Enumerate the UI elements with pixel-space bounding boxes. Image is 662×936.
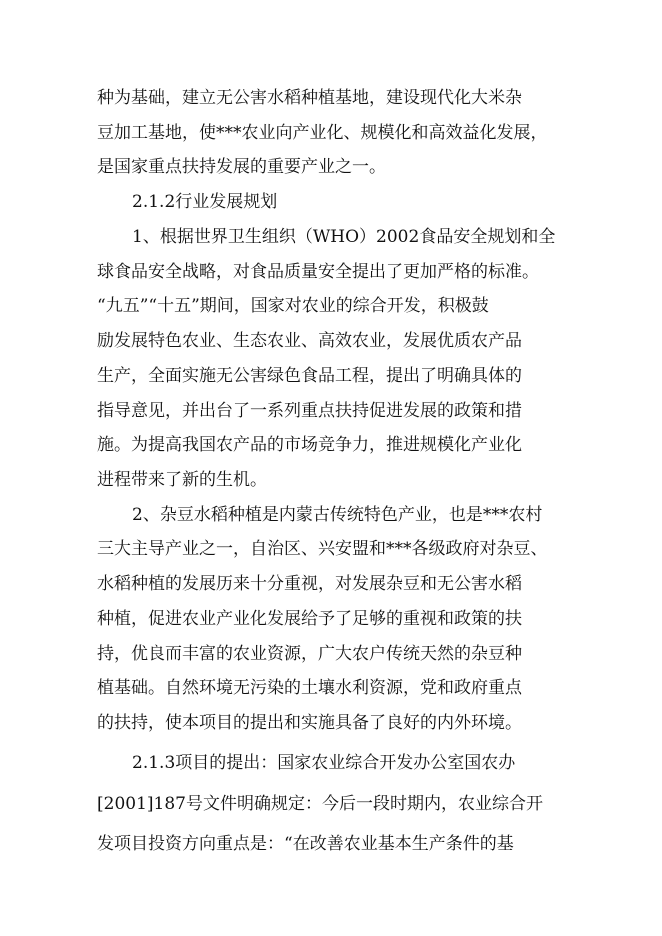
text-line: 水稻种植的发展历来十分重视，对发展杂豆和无公害水稻 [97, 574, 522, 594]
text-line: 种为基础，建立无公害水稻种植基地，建设现代化大米杂 [97, 88, 522, 108]
text-line: 三大主导产业之一，自治区、兴安盟和***各级政府对杂豆、 [97, 539, 548, 559]
text-line: 的扶持，使本项目的提出和实施具备了良好的内外环境。 [97, 713, 522, 733]
text-line: 1、根据世界卫生组织（WHO）2002食品安全规划和全 [132, 227, 556, 247]
text-line: 进程带来了新的生机。 [97, 470, 267, 490]
text-line: 球食品安全战略，对食品质量安全提出了更加严格的标准。 [97, 262, 539, 282]
text-line: [2001]187号文件明确规定：今后一段时期内，农业综合开 [97, 794, 543, 814]
text-line: 是国家重点扶持发展的重要产业之一。 [97, 157, 386, 177]
text-line: 生产，全面实施无公害绿色食品工程，提出了明确具体的 [97, 366, 522, 386]
text-line: 植基础。自然环境无污染的土壤水利资源，党和政府重点 [97, 678, 522, 698]
text-line: 施。为提高我国农产品的市场竞争力，推进规模化产业化 [97, 435, 522, 455]
text-line: “九五”“十五”期间，国家对农业的综合开发，积极鼓 [97, 296, 489, 316]
text-line: 2、杂豆水稻种植是内蒙古传统特色产业，也是***农村 [132, 505, 543, 525]
text-line: 励发展特色农业、生态农业、高效农业，发展优质农产品 [97, 331, 522, 351]
section-heading-2-1-2: 2.1.2行业发展规划 [132, 192, 278, 212]
text-line: 持，优良而丰富的农业资源，广大农户传统天然的杂豆种 [97, 644, 522, 664]
section-heading-2-1-3: 2.1.3项目的提出：国家农业综合开发办公室国农办 [132, 753, 516, 773]
text-line: 豆加工基地，使***农业向产业化、规模化和高效益化发展， [97, 123, 548, 143]
text-line: 发项目投资方向重点是：“在改善农业基本生产条件的基 [97, 834, 514, 854]
text-line: 指导意见，并出台了一系列重点扶持促进发展的政策和措 [97, 401, 522, 421]
text-line: 种植，促进农业产业化发展给予了足够的重视和政策的扶 [97, 609, 522, 629]
